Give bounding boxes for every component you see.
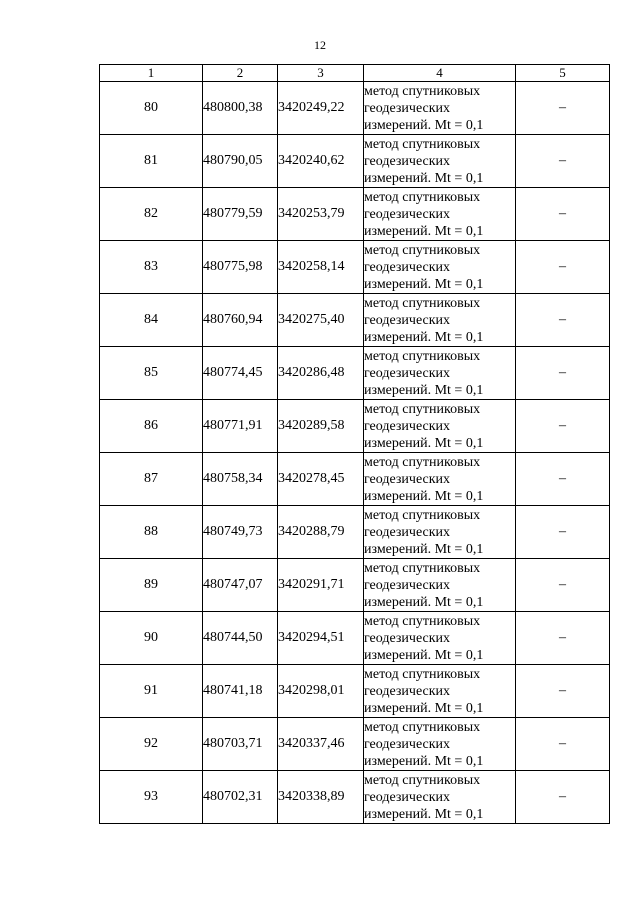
method-line: метод спутниковых xyxy=(364,348,481,364)
column-5-cell: – xyxy=(516,294,610,347)
x-coordinate-cell: 480741,18 xyxy=(203,665,278,718)
table-row xyxy=(100,82,610,135)
y-coordinate-cell: 3420249,22 xyxy=(278,82,364,135)
x-coordinate-cell: 480703,71 xyxy=(203,718,278,771)
method-line: измерений. Mt = 0,1 xyxy=(364,276,484,292)
method-line: метод спутниковых xyxy=(364,136,481,152)
point-number-cell: 81 xyxy=(100,135,203,188)
column-header-1: 1 xyxy=(100,65,203,82)
x-coordinate-cell: 480758,34 xyxy=(203,453,278,506)
column-5-cell: – xyxy=(516,188,610,241)
x-coordinate-cell: 480744,50 xyxy=(203,612,278,665)
table-row xyxy=(100,453,610,506)
method-line: измерений. Mt = 0,1 xyxy=(364,806,484,822)
method-line: геодезических xyxy=(364,312,451,328)
method-line: геодезических xyxy=(364,683,451,699)
point-number-cell: 86 xyxy=(100,400,203,453)
page-number: 12 xyxy=(314,38,326,52)
table-row xyxy=(100,135,610,188)
point-number-cell: 84 xyxy=(100,294,203,347)
x-coordinate-cell: 480749,73 xyxy=(203,506,278,559)
method-line: геодезических xyxy=(364,630,451,646)
method-line: метод спутниковых xyxy=(364,454,481,470)
x-coordinate-cell: 480771,91 xyxy=(203,400,278,453)
method-cell xyxy=(364,82,516,135)
point-number-cell: 87 xyxy=(100,453,203,506)
y-coordinate-cell: 3420288,79 xyxy=(278,506,364,559)
method-cell xyxy=(364,188,516,241)
method-line: измерений. Mt = 0,1 xyxy=(364,488,484,504)
column-header-2: 2 xyxy=(203,65,278,82)
method-line: геодезических xyxy=(364,206,451,222)
point-number-cell: 89 xyxy=(100,559,203,612)
method-cell xyxy=(364,135,516,188)
method-line: геодезических xyxy=(364,524,451,540)
method-line: измерений. Mt = 0,1 xyxy=(364,329,484,345)
table-row xyxy=(100,400,610,453)
x-coordinate-cell: 480760,94 xyxy=(203,294,278,347)
method-line: измерений. Mt = 0,1 xyxy=(364,117,484,133)
point-number-cell: 82 xyxy=(100,188,203,241)
column-5-cell: – xyxy=(516,400,610,453)
method-cell xyxy=(364,665,516,718)
column-5-cell: – xyxy=(516,771,610,824)
method-cell xyxy=(364,506,516,559)
x-coordinate-cell: 480702,31 xyxy=(203,771,278,824)
method-line: геодезических xyxy=(364,736,451,752)
table-row xyxy=(100,559,610,612)
method-line: метод спутниковых xyxy=(364,613,481,629)
method-line: измерений. Mt = 0,1 xyxy=(364,382,484,398)
table-row xyxy=(100,612,610,665)
method-line: измерений. Mt = 0,1 xyxy=(364,753,484,769)
x-coordinate-cell: 480774,45 xyxy=(203,347,278,400)
y-coordinate-cell: 3420294,51 xyxy=(278,612,364,665)
method-line: геодезических xyxy=(364,153,451,169)
method-line: геодезических xyxy=(364,471,451,487)
method-line: измерений. Mt = 0,1 xyxy=(364,594,484,610)
table-row xyxy=(100,241,610,294)
method-line: геодезических xyxy=(364,577,451,593)
y-coordinate-cell: 3420240,62 xyxy=(278,135,364,188)
coordinates-table xyxy=(99,64,610,824)
x-coordinate-cell: 480800,38 xyxy=(203,82,278,135)
point-number-cell: 88 xyxy=(100,506,203,559)
y-coordinate-cell: 3420291,71 xyxy=(278,559,364,612)
table-row xyxy=(100,188,610,241)
method-line: метод спутниковых xyxy=(364,83,481,99)
table-row xyxy=(100,771,610,824)
y-coordinate-cell: 3420253,79 xyxy=(278,188,364,241)
column-5-cell: – xyxy=(516,347,610,400)
method-line: метод спутниковых xyxy=(364,772,481,788)
method-line: метод спутниковых xyxy=(364,560,481,576)
method-cell xyxy=(364,559,516,612)
method-line: метод спутниковых xyxy=(364,295,481,311)
y-coordinate-cell: 3420289,58 xyxy=(278,400,364,453)
table-row xyxy=(100,294,610,347)
point-number-cell: 90 xyxy=(100,612,203,665)
x-coordinate-cell: 480775,98 xyxy=(203,241,278,294)
point-number-cell: 93 xyxy=(100,771,203,824)
y-coordinate-cell: 3420338,89 xyxy=(278,771,364,824)
method-line: геодезических xyxy=(364,365,451,381)
column-header-4: 4 xyxy=(364,65,516,82)
method-cell xyxy=(364,453,516,506)
method-line: метод спутниковых xyxy=(364,507,481,523)
method-line: геодезических xyxy=(364,789,451,805)
point-number-cell: 80 xyxy=(100,82,203,135)
y-coordinate-cell: 3420298,01 xyxy=(278,665,364,718)
table-row xyxy=(100,718,610,771)
method-line: измерений. Mt = 0,1 xyxy=(364,647,484,663)
column-5-cell: – xyxy=(516,506,610,559)
method-line: измерений. Mt = 0,1 xyxy=(364,170,484,186)
point-number-cell: 85 xyxy=(100,347,203,400)
table-row xyxy=(100,347,610,400)
table-row xyxy=(100,506,610,559)
method-line: геодезических xyxy=(364,100,451,116)
column-header-3: 3 xyxy=(278,65,364,82)
method-line: метод спутниковых xyxy=(364,242,481,258)
column-header-5: 5 xyxy=(516,65,610,82)
method-line: измерений. Mt = 0,1 xyxy=(364,435,484,451)
x-coordinate-cell: 480779,59 xyxy=(203,188,278,241)
y-coordinate-cell: 3420278,45 xyxy=(278,453,364,506)
method-line: измерений. Mt = 0,1 xyxy=(364,223,484,239)
table-row xyxy=(100,665,610,718)
method-line: метод спутниковых xyxy=(364,401,481,417)
method-line: измерений. Mt = 0,1 xyxy=(364,700,484,716)
y-coordinate-cell: 3420258,14 xyxy=(278,241,364,294)
method-cell xyxy=(364,612,516,665)
method-cell xyxy=(364,347,516,400)
column-5-cell: – xyxy=(516,241,610,294)
method-cell xyxy=(364,771,516,824)
method-cell xyxy=(364,718,516,771)
column-5-cell: – xyxy=(516,718,610,771)
x-coordinate-cell: 480747,07 xyxy=(203,559,278,612)
column-5-cell: – xyxy=(516,612,610,665)
y-coordinate-cell: 3420286,48 xyxy=(278,347,364,400)
method-line: геодезических xyxy=(364,418,451,434)
method-cell xyxy=(364,241,516,294)
method-cell xyxy=(364,400,516,453)
column-5-cell: – xyxy=(516,82,610,135)
method-line: метод спутниковых xyxy=(364,666,481,682)
header-row xyxy=(100,65,610,82)
point-number-cell: 92 xyxy=(100,718,203,771)
y-coordinate-cell: 3420275,40 xyxy=(278,294,364,347)
point-number-cell: 83 xyxy=(100,241,203,294)
column-5-cell: – xyxy=(516,453,610,506)
method-line: метод спутниковых xyxy=(364,719,481,735)
column-5-cell: – xyxy=(516,665,610,718)
method-line: измерений. Mt = 0,1 xyxy=(364,541,484,557)
y-coordinate-cell: 3420337,46 xyxy=(278,718,364,771)
method-line: геодезических xyxy=(364,259,451,275)
table-body xyxy=(100,65,610,824)
point-number-cell: 91 xyxy=(100,665,203,718)
method-line: метод спутниковых xyxy=(364,189,481,205)
column-5-cell: – xyxy=(516,135,610,188)
column-5-cell: – xyxy=(516,559,610,612)
method-cell xyxy=(364,294,516,347)
x-coordinate-cell: 480790,05 xyxy=(203,135,278,188)
